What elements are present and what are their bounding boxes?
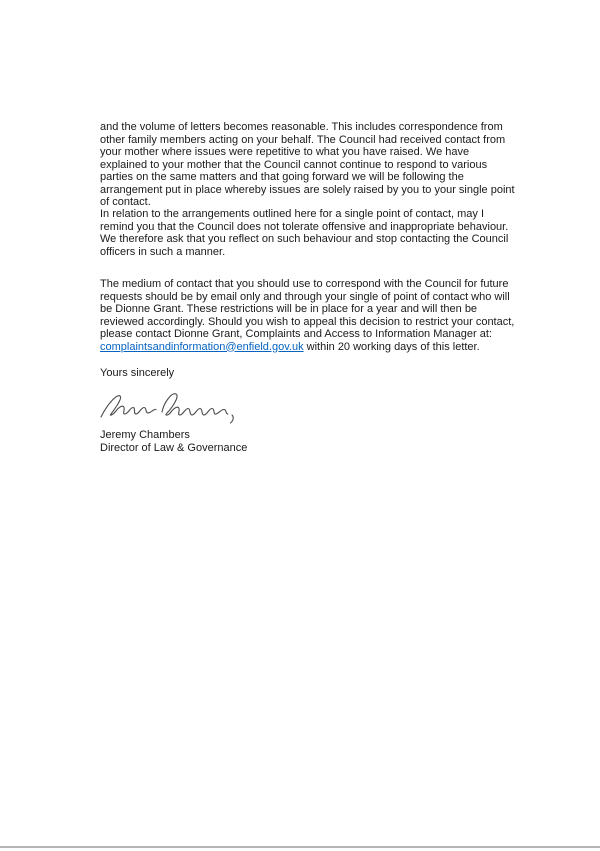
paragraph-contact-medium <box>100 278 516 353</box>
signature-block <box>100 429 516 454</box>
email-link[interactable]: complaintsandinformation@enfield.gov.uk <box>100 340 304 353</box>
signoff: Yours sincerely <box>100 367 175 379</box>
paragraph-behaviour-warning: In relation to the arrangements outlined here for a single point of contact, may I remind you that the Council does not tolerate offensive and inappropriate behaviour. We therefore ask that you reflect on such behaviour and stop contacting the Council officers in such a manner. <box>100 208 509 258</box>
signature-scribble <box>98 387 248 425</box>
page-bottom-edge <box>0 846 600 848</box>
signatory-name: Jeremy Chambers <box>100 429 190 441</box>
signatory-title: Director of Law & Governance <box>100 441 248 454</box>
paragraph-volume-of-letters: and the volume of letters becomes reasonable. This includes correspondence from other family members acting on your behalf. The Council had received contact from your mother where issues were repetitive to what you have raised. We have explained to your mother that the Council cannot continue to respond to various parties on the same matters and that going forward we will be following the arrangement put in place whereby issues are solely raised by you to your single point of contact. <box>100 121 515 208</box>
contact-medium-text: The medium of contact that you should use to correspond with the Council for future requests should be by email only and through your single of point of contact who will be Dionne Grant. These restrictions will be in place for a year and will then be reviewed accordingly. Should you wish to appeal this decision to restrict your contact, please contact Dionne Grant, Complaints and Access to Information Manager at: <box>100 278 515 340</box>
contact-medium-tail-text: within 20 working days of this letter. <box>303 340 480 353</box>
